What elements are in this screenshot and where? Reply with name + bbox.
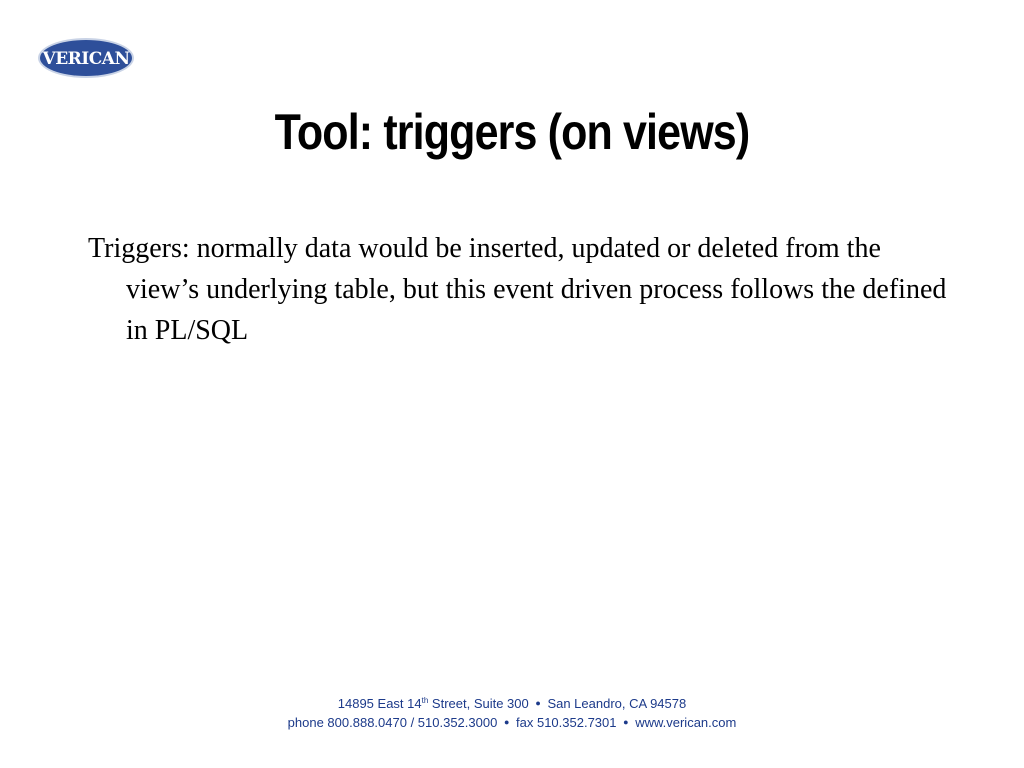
verican-logo-icon <box>36 36 136 80</box>
footer-contact-line <box>0 713 1024 732</box>
footer-street: 14895 East 14 <box>337 696 422 711</box>
footer-city: San Leandro, CA 94578 <box>547 696 687 711</box>
bullet-icon: ● <box>623 717 629 727</box>
logo-text: VERICAN <box>42 49 130 69</box>
footer-phone: phone 800.888.0470 / 510.352.3000 <box>287 715 498 730</box>
footer-website-link[interactable]: www.verican.com <box>635 715 737 730</box>
body-paragraph: Triggers: normally data would be inserted, updated or deleted from the view’s underlying table, but this event driven process follows the defined in PL/SQL <box>88 233 947 346</box>
bullet-icon: ● <box>535 698 541 708</box>
footer-street-suffix: th <box>421 696 429 705</box>
footer-fax: fax 510.352.7301 <box>516 715 617 730</box>
footer <box>0 694 1024 732</box>
footer-suite: Street, Suite 300 <box>428 696 529 711</box>
verican-logo <box>36 36 136 80</box>
slide-title: Tool: triggers (on views) <box>274 104 750 160</box>
bullet-icon: ● <box>503 717 510 727</box>
footer-address-line <box>0 694 1024 713</box>
